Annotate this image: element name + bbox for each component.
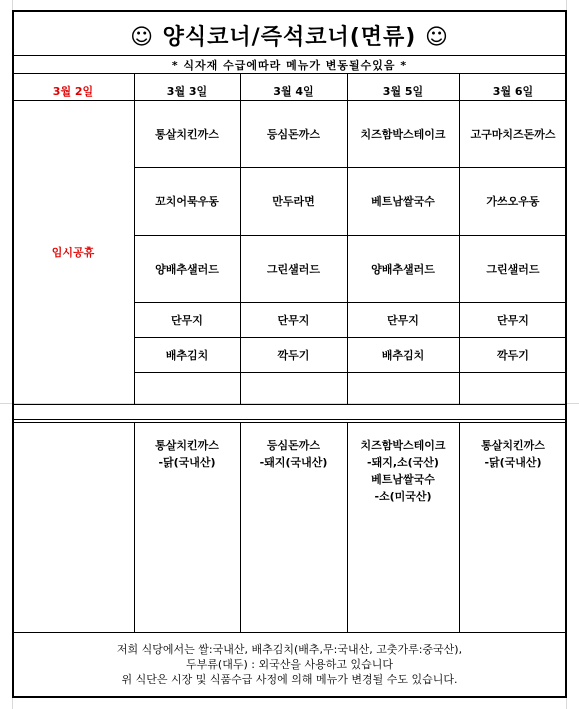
day-header-2: 3월 3일 [166, 85, 208, 98]
menu-cell: 단무지 [277, 313, 310, 327]
menu-cell: 그린샐러드 [486, 262, 540, 276]
menu-cell: 깍두기 [277, 348, 310, 362]
day-header-4: 3월 5일 [382, 85, 424, 98]
menu-change-notice: * 식자재 수급에따라 메뉴가 변동될수있음 * [171, 59, 408, 72]
origin-footer-note: 저희 식당에서는 쌀:국내산, 배추김치(배추,무:국내산, 고춧가루:중국산), 두부류(대두) : 외국산을 사용하고 있습니다 위 식단은 시장 및 식품수급 사정에 의해 메뉴가 변경될 수도 있습니다. [116, 642, 463, 686]
day-header-5: 3월 6일 [492, 85, 534, 98]
day-header-3: 3월 4일 [273, 85, 314, 98]
page-title: ☺ 양식코너/즉석코너(면류) ☺ [130, 24, 449, 50]
origin-cell: 치즈함박스테이크 -돼지,소(국산) 베트남쌀국수 -소(미국산) [360, 439, 446, 503]
menu-cell: 고구마치즈돈까스 [470, 127, 556, 141]
menu-sheet [12, 10, 567, 709]
menu-cell: 단무지 [497, 313, 529, 327]
menu-cell: 등심돈까스 [266, 127, 321, 141]
menu-cell: 그린샐러드 [266, 262, 321, 276]
menu-cell: 베트남쌀국수 [371, 195, 435, 208]
day-header-1: 3월 2일 [52, 85, 94, 98]
closed-day-label: 임시공휴 [51, 246, 95, 259]
menu-cell: 배추김치 [381, 348, 425, 362]
menu-cell: 통살치킨까스 [155, 127, 219, 141]
menu-cell: 꼬치어묵우동 [155, 195, 219, 208]
menu-cell: 치즈함박스테이크 [360, 127, 446, 141]
origin-cell: 등심돈까스 -돼지(국내산) [259, 439, 328, 469]
menu-cell: 양배추샐러드 [155, 262, 219, 276]
menu-cell: 깍두기 [497, 348, 529, 362]
menu-cell: 가쓰오우동 [486, 195, 540, 208]
menu-cell: 배추김치 [165, 348, 209, 362]
menu-cell: 만두라면 [272, 195, 315, 208]
menu-cell: 단무지 [171, 313, 203, 327]
menu-cell: 단무지 [387, 313, 419, 327]
origin-cell: 통살치킨까스 -닭(국내산) [481, 439, 545, 469]
origin-cell: 통살치킨까스 -닭(국내산) [155, 439, 219, 469]
menu-cell: 양배추샐러드 [371, 262, 435, 276]
